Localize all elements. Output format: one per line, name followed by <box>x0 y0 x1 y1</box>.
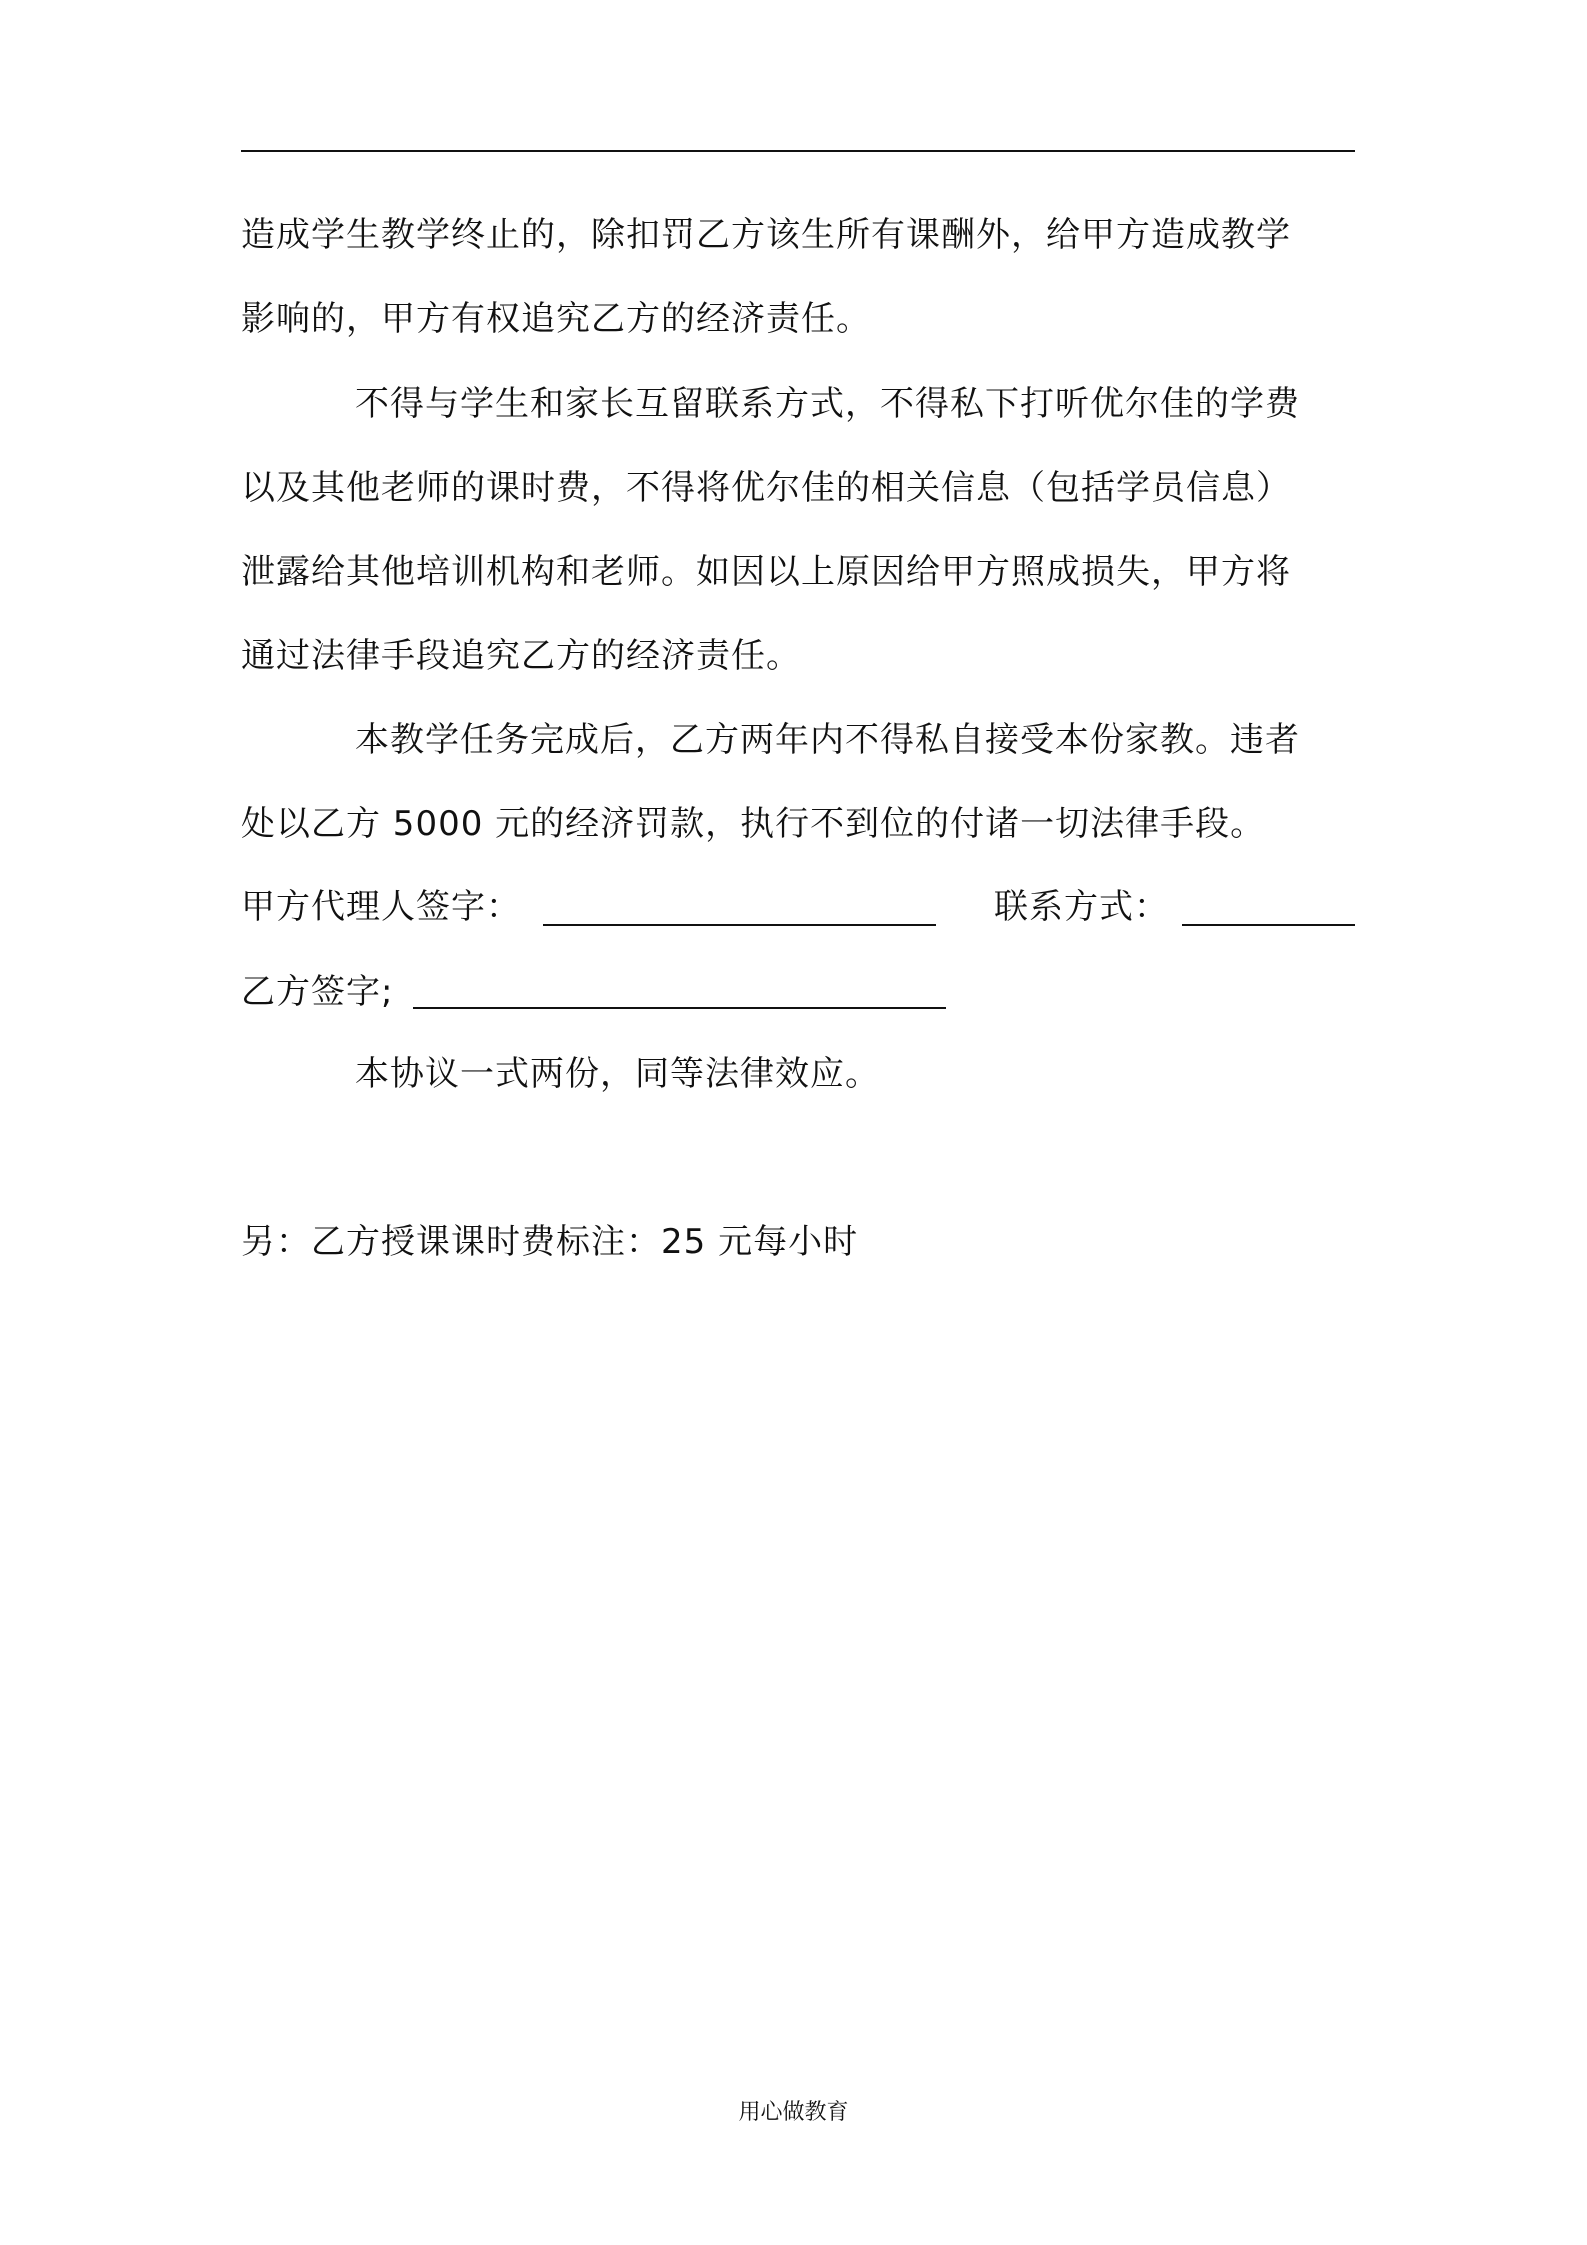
contact-field[interactable] <box>1182 924 1355 926</box>
text-line: 本教学任务完成后，乙方两年内不得私自接受本份家教。违者 <box>355 720 1300 760</box>
party-a-agent-signature-label: 甲方代理人签字： <box>241 887 521 927</box>
text-line: 通过法律手段追究乙方的经济责任。 <box>241 636 801 676</box>
fee-note: 另：乙方授课课时费标注：25 元每小时 <box>241 1222 859 1262</box>
party-a-agent-signature-field[interactable] <box>543 924 936 926</box>
party-b-signature-field[interactable] <box>413 1007 946 1009</box>
page-footer: 用心做教育 <box>738 2100 849 2125</box>
text-line: 不得与学生和家长互留联系方式，不得私下打听优尔佳的学费 <box>355 384 1300 424</box>
text-line: 泄露给其他培训机构和老师。如因以上原因给甲方照成损失，甲方将 <box>241 552 1291 592</box>
party-b-signature-label: 乙方签字; <box>241 972 394 1012</box>
contact-label: 联系方式： <box>994 887 1169 927</box>
header-rule <box>241 150 1355 152</box>
closing-statement: 本协议一式两份，同等法律效应。 <box>355 1054 880 1094</box>
text-line: 影响的，甲方有权追究乙方的经济责任。 <box>241 299 871 339</box>
text-line: 造成学生教学终止的，除扣罚乙方该生所有课酬外，给甲方造成教学 <box>241 215 1291 255</box>
text-line: 以及其他老师的课时费，不得将优尔佳的相关信息（包括学员信息） <box>241 468 1291 508</box>
text-line: 处以乙方 5000 元的经济罚款，执行不到位的付诸一切法律手段。 <box>241 804 1266 844</box>
